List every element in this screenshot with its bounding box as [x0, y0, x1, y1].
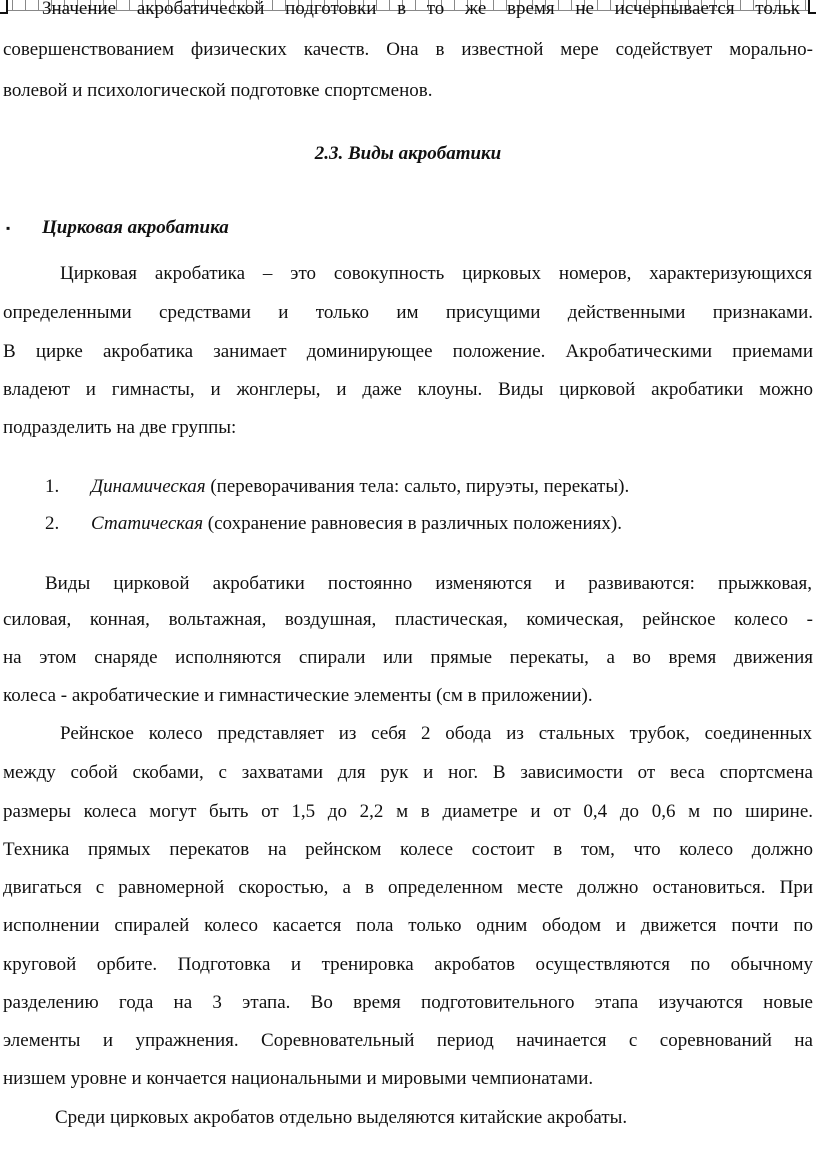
text-line: силовая, конная, вольтажная, воздушная, пластическая, комическая, рейнское колесо - — [3, 609, 813, 630]
list-text: (переворачивания тела: сальто, пируэты, перекаты). — [205, 476, 630, 497]
text-line: двигаться с равномерной скоростью, а в определенном месте должно остановиться. При — [3, 877, 813, 898]
text-line: Техника прямых перекатов на рейнском колесе состоит в том, что колесо должно — [3, 839, 813, 860]
text-line: волевой и психологической подготовке спортсменов. — [3, 80, 433, 101]
text-line: совершенствованием физических качеств. Она в известной мере содействует морально- — [3, 39, 813, 60]
text-line: исполнении спиралей колесо касается пола только одним ободом и движется почти по — [3, 915, 813, 936]
left-margin-marker[interactable] — [0, 0, 8, 14]
list-term: Динамическая — [91, 476, 206, 497]
text-line: колеса - акробатические и гимнастические элементы (см в приложении). — [3, 685, 593, 706]
list-item — [45, 512, 805, 536]
text-line: между собой скобами, с захватами для рук и ног. В зависимости от веса спортсмена — [3, 762, 813, 783]
text-line: владеют и гимнасты, и жонглеры, и даже клоуны. Виды цирковой акробатики можно — [3, 379, 813, 400]
text-line: Цирковая акробатика – это совокупность цирковых номеров, характеризующихся — [60, 263, 812, 284]
text-line: Значение акробатической подготовки в то же время не исчерпывается тольк — [42, 0, 800, 19]
text-line: В цирке акробатика занимает доминирующее положение. Акробатическими приемами — [3, 341, 813, 362]
text-line: подразделить на две группы: — [3, 417, 237, 438]
right-margin-marker[interactable] — [808, 0, 816, 14]
text-line: Рейнское колесо представляет из себя 2 обода из стальных трубок, соединенных — [60, 723, 812, 744]
list-term: Статическая — [91, 513, 204, 534]
text-line: на этом снаряде исполняются спирали или прямые перекаты, а во время движения — [3, 647, 813, 668]
list-text: (сохранение равновесия в различных положениях). — [203, 513, 623, 534]
list-number: 2. — [45, 513, 60, 534]
text-line: низшем уровне и кончается национальными и мировыми чемпионатами. — [3, 1068, 594, 1089]
text-line: элементы и упражнения. Соревновательный период начинается с соревнований на — [3, 1030, 813, 1051]
bullet-icon: ▪ — [6, 221, 11, 235]
bullet-heading: Цирковая акробатика — [42, 217, 229, 238]
text-line: размеры колеса могут быть от 1,5 до 2,2 м в диаметре и от 0,4 до 0,6 м по ширине. — [3, 801, 813, 822]
text-line: разделению года на 3 этапа. Во время подготовительного этапа изучаются новые — [3, 992, 813, 1013]
list-number: 1. — [45, 476, 60, 497]
text-line: определенными средствами и только им присущими действенными признаками. — [3, 302, 813, 323]
list-item — [45, 475, 805, 499]
text-line: Среди цирковых акробатов отдельно выделяются китайские акробаты. — [55, 1107, 628, 1128]
text-line: круговой орбите. Подготовка и тренировка акробатов осуществляются по обычному — [3, 954, 813, 975]
text-line: Виды цирковой акробатики постоянно изменяются и развиваются: прыжковая, — [45, 573, 812, 594]
section-heading: 2.3. Виды акробатики — [314, 143, 502, 164]
